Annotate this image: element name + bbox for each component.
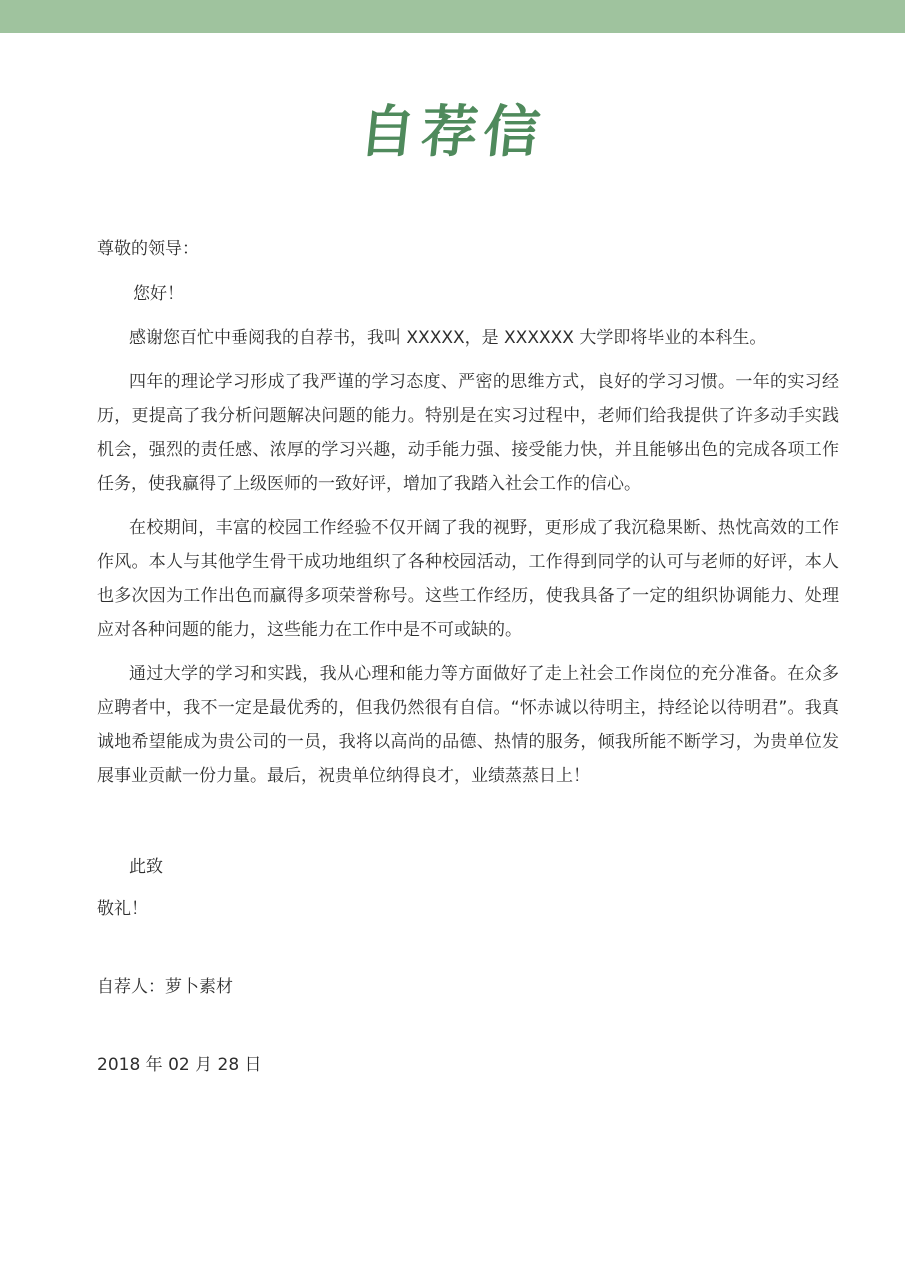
closing-cizhi: 此致 <box>129 857 163 877</box>
salutation: 尊敬的领导： <box>97 239 199 259</box>
paragraph-study: 四年的理论学习形成了我严谨的学习态度、严密的思维方式，良好的学习习惯。一年的实习经历，更提高了我分析问题解决问题的能力。特别是在实习过程中，老师们给我提供了许多动手实践机会，强烈的责任感、浓厚的学习兴趣，动手能力强、接受能力快，并且能够出色的完成各项工作任务，使我赢得了上级医师的一致好评，增加了我踏入社会工作的信心。 <box>97 372 839 494</box>
paragraph-campus: 在校期间，丰富的校园工作经验不仅开阔了我的视野，更形成了我沉稳果断、热忱高效的工作作风。本人与其他学生骨干成功地组织了各种校园活动，工作得到同学的认可与老师的好评，本人也多次因为工作出色而赢得多项荣誉称号。这些工作经历，使我具备了一定的组织协调能力、处理应对各种问题的能力，这些能力在工作中是不可或缺的。 <box>97 518 839 640</box>
letter-closing <box>97 850 262 1082</box>
letter-date: 2018 年 02 月 28 日 <box>97 1055 262 1075</box>
paragraph-intro: 感谢您百忙中垂阅我的自荐书，我叫 XXXXX，是 XXXXXX 大学即将毕业的本科生。 <box>129 328 767 348</box>
letter-body <box>97 232 839 803</box>
top-color-band <box>0 0 905 33</box>
closing-jingli: 敬礼！ <box>97 899 148 919</box>
letter-title: 自荐信 <box>356 99 549 165</box>
paragraph-conclusion: 通过大学的学习和实践，我从心理和能力等方面做好了走上社会工作岗位的充分准备。在众多应聘者中，我不一定是最优秀的，但我仍然很有自信。“怀赤诚以待明主，持经论以待明君”。我真诚地希望能成为贵公司的一员，我将以高尚的品德、热情的服务，倾我所能不断学习，为贵单位发展事业贡献一份力量。最后，祝贵单位纳得良才，业绩蒸蒸日上！ <box>97 664 839 786</box>
greeting: 您好！ <box>133 284 184 304</box>
signer-line: 自荐人：萝卜素材 <box>97 977 233 997</box>
